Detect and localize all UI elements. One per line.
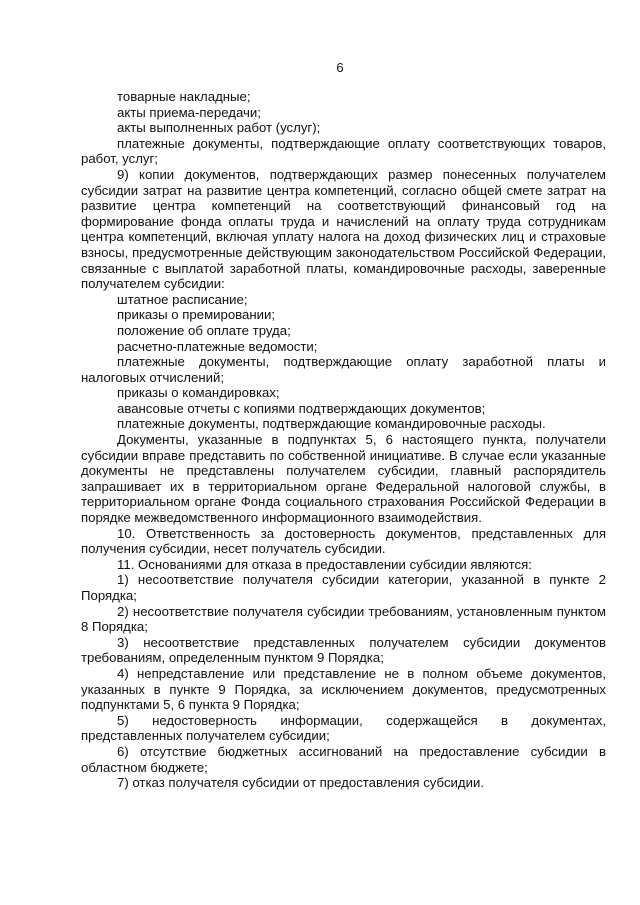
paragraph: 4) непредставление или представление не в полном объеме документов, указанных в пункте 9 Порядка, за исключением документов, предусмотренных подпунктами 5, 6 пункта 9 Порядка; [81,665,606,713]
paragraph: 6) отсутствие бюджетных ассигнований на предоставление субсидии в областном бюджете; [81,743,606,775]
paragraph: акты выполненных работ (услуг); [117,120,321,136]
page-number: 6 [336,60,344,75]
paragraph: 2) несоответствие получателя субсидии требованиям, установленным пунктом 8 Порядка; [81,603,606,635]
paragraph: положение об оплате труда; [117,322,291,338]
paragraph: штатное расписание; [117,291,248,307]
paragraph: 10. Ответственность за достоверность документов, представленных для получения субсидии, несет получатель субсидии. [81,525,606,557]
document-body [81,89,606,791]
paragraph: 5) недостоверность информации, содержащейся в документах, представленных получателем субсидии; [81,712,606,744]
paragraph: Документы, указанные в подпунктах 5, 6 настоящего пункта, получатели субсидии вправе представить по собственной инициативе. В случае если указанные документы не представлены получателем субсидии, главный распорядитель запрашивает их в территориальном органе Федеральной налоговой службы, в территориальном органе Фонда социального страхования Российской Федерации в порядке межведомственного информационного взаимодействия. [81,432,606,526]
paragraph: авансовые отчеты с копиями подтверждающих документов; [117,400,486,416]
paragraph: приказы о командировках; [117,385,280,401]
paragraph: акты приема-передачи; [117,104,261,120]
paragraph: приказы о премировании; [117,307,276,323]
paragraph: платежные документы, подтверждающие командировочные расходы. [117,416,546,432]
paragraph: платежные документы, подтверждающие оплату соответствующих товаров, работ, услуг; [81,135,606,167]
paragraph: 3) несоответствие представленных получателем субсидии документов требованиям, определенным пунктом 9 Порядка; [81,634,606,666]
paragraph: 7) отказ получателя субсидии от предоставления субсидии. [117,775,484,791]
paragraph: расчетно-платежные ведомости; [117,338,318,354]
paragraph: 11. Основаниями для отказа в предоставлении субсидии являются: [117,556,532,572]
paragraph: товарные накладные; [117,89,251,104]
paragraph: платежные документы, подтверждающие оплату заработной платы и налоговых отчислений; [81,354,606,385]
paragraph: 9) копии документов, подтверждающих размер понесенных получателем субсидии затрат на развитие центра компетенций, согласно общей смете затрат на развитие центра компетенций на соответствующий финансовый год на формирование фонда оплаты труда и начислений на оплату труда сотрудникам центра компетенций, включая уплату налога на доход физических лиц и страховые взносы, предусмотренные действующим законодательством Российской Федерации, связанные с выплатой заработной платы, командировочные расходы, заверенные получателем субсидии: [81,166,606,292]
paragraph: 1) несоответствие получателя субсидии категории, указанной в пункте 2 Порядка; [81,572,606,603]
